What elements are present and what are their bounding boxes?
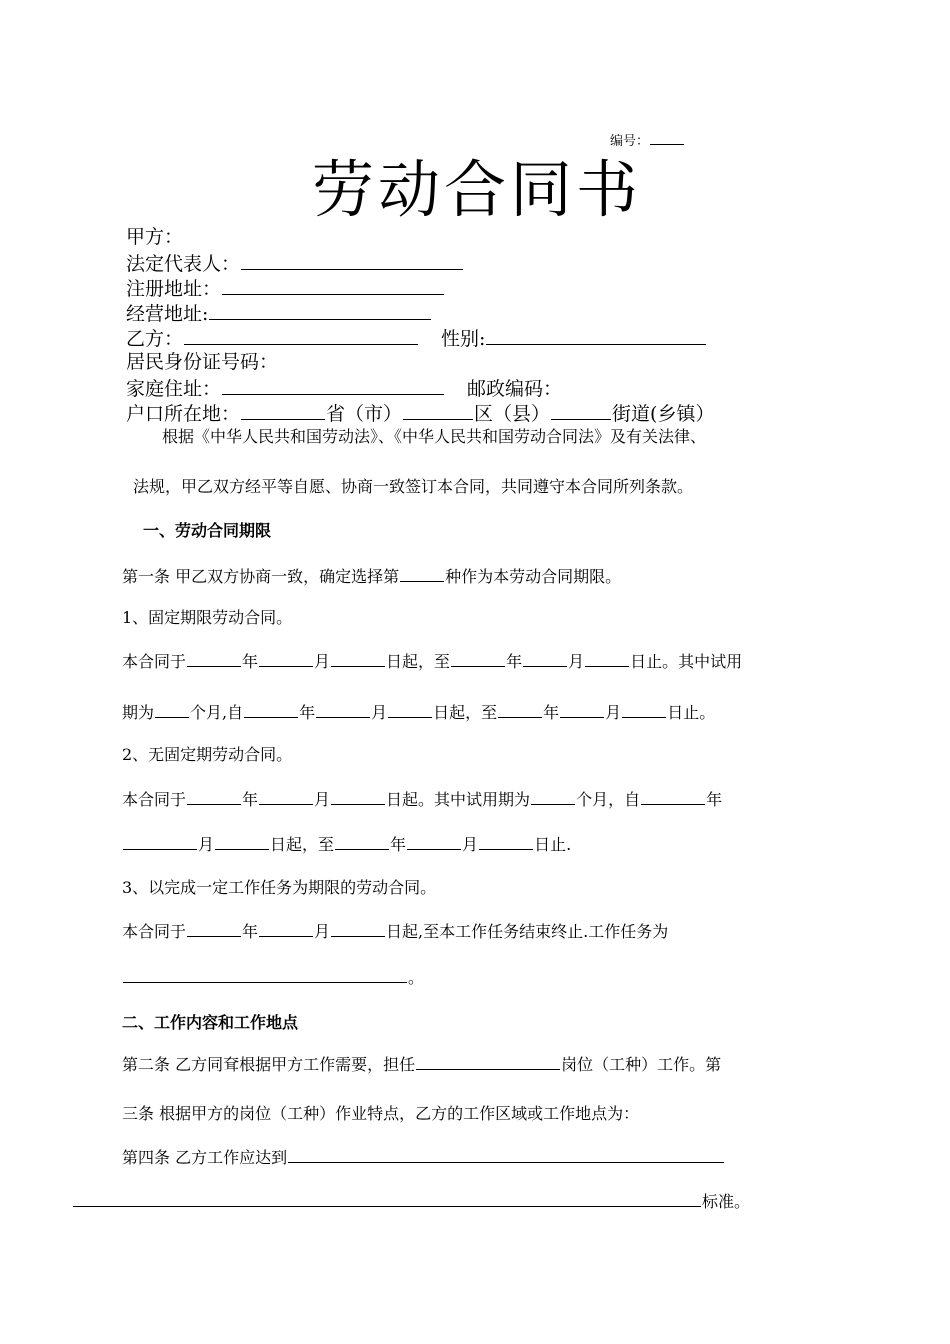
task-term-line-2 bbox=[122, 966, 424, 989]
province-blank[interactable] bbox=[241, 400, 325, 420]
trial-end-day-blank[interactable] bbox=[622, 701, 666, 718]
home-address-line bbox=[126, 375, 562, 401]
task-end-label: 。 bbox=[408, 968, 425, 987]
article-1-text-a: 第一条 甲乙双方协商一致，确定选择第 bbox=[122, 567, 400, 586]
month-label: 月 bbox=[371, 703, 388, 722]
day-end-label: 日止。 bbox=[667, 703, 716, 722]
year-label: 年 bbox=[506, 652, 523, 671]
province-label: 省（市） bbox=[326, 403, 403, 425]
task-description-blank[interactable] bbox=[123, 966, 407, 983]
month-label: 月 bbox=[314, 790, 331, 809]
document-title: 劳动合同书 bbox=[312, 153, 643, 226]
gender-label: 性别: bbox=[441, 328, 486, 350]
trial-end-year-blank[interactable] bbox=[498, 701, 542, 718]
section-1-heading: 一、劳动合同期限 bbox=[143, 521, 272, 540]
trial-label: 期为 bbox=[122, 703, 155, 722]
work-standard-blank-2[interactable] bbox=[73, 1190, 701, 1207]
month-label: 月 bbox=[605, 703, 622, 722]
party-b-label: 乙方： bbox=[126, 328, 184, 350]
open-end-day-blank[interactable] bbox=[479, 833, 533, 850]
district-label: 区（县） bbox=[474, 403, 551, 425]
year-label: 年 bbox=[242, 922, 259, 941]
trial-months-label: 个月,自 bbox=[190, 703, 244, 722]
open-trial-months-label: 个月，自 bbox=[576, 790, 641, 809]
year-label: 年 bbox=[242, 652, 259, 671]
article-2-text-b: 岗位（工种）工作。第 bbox=[561, 1055, 722, 1074]
open-start-day-blank[interactable] bbox=[331, 788, 385, 805]
reg-address-label: 注册地址： bbox=[126, 278, 222, 300]
home-address-blank[interactable] bbox=[222, 375, 444, 395]
work-standard-blank-1[interactable] bbox=[288, 1146, 724, 1163]
fixed-end-month-blank[interactable] bbox=[523, 650, 567, 667]
street-label: 街道(乡镇） bbox=[612, 403, 715, 425]
fixed-start-year-blank[interactable] bbox=[187, 650, 241, 667]
article-1 bbox=[122, 565, 621, 588]
option-2-heading: 2、无固定期劳动合同。 bbox=[122, 745, 293, 764]
standard-label: 标准。 bbox=[702, 1192, 751, 1211]
task-start-month-blank[interactable] bbox=[259, 920, 313, 937]
party-a-label: 甲方： bbox=[126, 226, 184, 248]
open-term-line-2 bbox=[122, 833, 571, 856]
legal-rep-blank[interactable] bbox=[241, 250, 463, 270]
open-trial-month-blank[interactable] bbox=[123, 833, 197, 850]
fixed-end-day-blank[interactable] bbox=[585, 650, 629, 667]
year-label: 年 bbox=[299, 703, 316, 722]
task-start-year-blank[interactable] bbox=[187, 920, 241, 937]
article-4 bbox=[122, 1146, 725, 1169]
trial-start-month-blank[interactable] bbox=[316, 701, 370, 718]
day-to-label: 日止。其中试用 bbox=[630, 652, 743, 671]
preamble-line-1: 根据《中华人民共和国劳动法》、《中华人民共和国劳动合同法》及有关法律、 bbox=[162, 427, 707, 446]
day-from-label: 日起，至 bbox=[433, 703, 498, 722]
street-blank[interactable] bbox=[551, 400, 611, 420]
trial-start-day-blank[interactable] bbox=[388, 701, 432, 718]
party-b-line bbox=[126, 325, 707, 351]
legal-rep-label: 法定代表人： bbox=[126, 253, 241, 275]
day-from-label: 日起，至 bbox=[270, 835, 335, 854]
open-term-line-1 bbox=[122, 788, 722, 811]
trial-start-year-blank[interactable] bbox=[244, 701, 298, 718]
fixed-start-label: 本合同于 bbox=[122, 652, 187, 671]
open-start-month-blank[interactable] bbox=[259, 788, 313, 805]
article-2 bbox=[122, 1053, 721, 1076]
task-start-label: 本合同于 bbox=[122, 922, 187, 941]
fixed-start-month-blank[interactable] bbox=[259, 650, 313, 667]
district-blank[interactable] bbox=[403, 400, 473, 420]
party-b-blank[interactable] bbox=[184, 325, 418, 345]
open-start-label: 本合同于 bbox=[122, 790, 187, 809]
section-2-heading: 二、工作内容和工作地点 bbox=[122, 1013, 299, 1032]
month-label: 月 bbox=[314, 652, 331, 671]
task-term-line-1 bbox=[122, 920, 668, 943]
fixed-end-year-blank[interactable] bbox=[451, 650, 505, 667]
biz-address-label: 经营地址: bbox=[126, 303, 209, 325]
party-a-line bbox=[126, 225, 183, 249]
trial-end-month-blank[interactable] bbox=[560, 701, 604, 718]
biz-address-blank[interactable] bbox=[209, 300, 431, 320]
day-from-label: 日起，至 bbox=[386, 652, 451, 671]
year-label: 年 bbox=[242, 790, 259, 809]
option-1-heading: 1、固定期限劳动合同。 bbox=[122, 608, 293, 627]
legal-rep-line bbox=[126, 250, 464, 276]
hukou-line bbox=[126, 400, 714, 426]
open-trial-label: 日起。其中试用期为 bbox=[386, 790, 531, 809]
article-2-text-a: 第二条 乙方同耷根据甲方工作需要，担任 bbox=[122, 1055, 416, 1074]
article-4-continued bbox=[72, 1190, 750, 1213]
gender-blank[interactable] bbox=[486, 325, 706, 345]
month-label: 月 bbox=[568, 652, 585, 671]
id-number-line bbox=[126, 350, 278, 374]
open-start-year-blank[interactable] bbox=[187, 788, 241, 805]
year-label: 年 bbox=[390, 835, 407, 854]
month-label: 月 bbox=[314, 922, 331, 941]
open-trial-year-blank[interactable] bbox=[641, 788, 705, 805]
position-blank[interactable] bbox=[416, 1053, 560, 1070]
fixed-start-day-blank[interactable] bbox=[331, 650, 385, 667]
open-end-month-blank[interactable] bbox=[407, 833, 461, 850]
task-start-day-blank[interactable] bbox=[331, 920, 385, 937]
fixed-term-line-2 bbox=[122, 701, 715, 724]
open-trial-months-blank[interactable] bbox=[531, 788, 575, 805]
open-trial-day-blank[interactable] bbox=[215, 833, 269, 850]
year-label: 年 bbox=[706, 790, 723, 809]
task-description-label: 日起,至本工作任务结束终止.工作任务为 bbox=[386, 922, 669, 941]
id-number-label: 居民身份证号码： bbox=[126, 351, 279, 373]
reg-address-blank[interactable] bbox=[222, 275, 444, 295]
open-end-year-blank[interactable] bbox=[335, 833, 389, 850]
home-address-label: 家庭住址： bbox=[126, 378, 222, 400]
article-3: 三条 根据甲方的岗位（工种）作业特点，乙方的工作区域或工作地点为： bbox=[122, 1104, 640, 1123]
postcode-label: 邮政编码： bbox=[467, 378, 563, 400]
reg-address-line bbox=[126, 275, 445, 301]
term-type-blank[interactable] bbox=[400, 565, 444, 582]
preamble-line-2: 法规，甲乙双方经平等自愿、协商一致签订本合同，共同遵守本合同所列条款。 bbox=[133, 477, 694, 496]
contract-number-label: 编号： bbox=[610, 134, 650, 149]
month-label: 月 bbox=[198, 835, 215, 854]
fixed-term-line-1 bbox=[122, 650, 742, 673]
article-4-text: 第四条 乙方工作应达到 bbox=[122, 1148, 288, 1167]
month-label: 月 bbox=[462, 835, 479, 854]
article-1-text-b: 种作为本劳动合同期限。 bbox=[445, 567, 622, 586]
trial-months-blank[interactable] bbox=[155, 701, 189, 718]
hukou-label: 户口所在地： bbox=[126, 403, 241, 425]
year-label: 年 bbox=[543, 703, 560, 722]
option-3-heading: 3、以完成一定工作任务为期限的劳动合同。 bbox=[122, 878, 437, 897]
day-end-label: 日止. bbox=[534, 835, 572, 854]
contract-number-blank[interactable] bbox=[650, 128, 684, 145]
biz-address-line bbox=[126, 300, 432, 326]
